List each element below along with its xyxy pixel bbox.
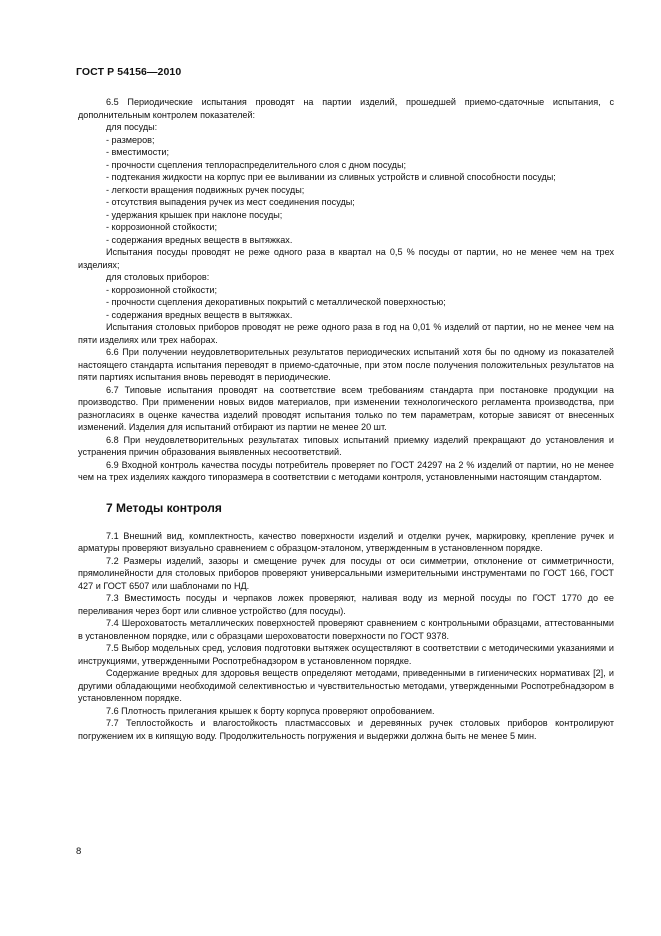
paragraph: для столовых приборов:: [106, 272, 210, 282]
paragraph: 7.6 Плотность прилегания крышек к борту корпуса проверяют опробованием.: [106, 705, 435, 716]
paragraph: 7.4 Шероховатость металлических поверхностей проверяют сравнением с контрольными образцами, аттестованными в установленном порядке, или с образцами шероховатости поверхности по ГОСТ 9378.: [78, 618, 614, 641]
paragraph: - отсутствия выпадения ручек из мест соединения посуды;: [106, 197, 355, 207]
paragraph: 6.5 Периодические испытания проводят на партии изделий, прошедшей приемо-сдаточные испытания, с дополнительным контролем показателей:: [78, 97, 614, 120]
standard-header: ГОСТ Р 54156—2010: [76, 66, 182, 78]
paragraph: - удержания крышек при наклоне посуды;: [106, 209, 283, 220]
paragraph: 6.9 Входной контроль качества посуды потребитель проверяет по ГОСТ 24297 на 2 % изделий от партии, но не менее чем на трех изделиях каждого типоразмера в соответствии с методами контроля, установленными настоящим стандартом.: [78, 459, 614, 482]
paragraph: - прочности сцепления теплораспределительного слоя с дном посуды;: [106, 159, 407, 170]
paragraph: 7.1 Внешний вид, комплектность, качество поверхности изделий и отделки ручек, маркировку, крепление ручек и арматуры проверяют визуально сравнением с образцом-эталоном, утвержденным в установленном порядке.: [78, 530, 614, 553]
paragraph: - содержания вредных веществ в вытяжках.: [106, 309, 293, 320]
paragraph: Содержание вредных для здоровья веществ определяют методами, приведенными в гигиенических нормативах [2], и другими обладающими необходимой селективностью и чувствительностью методами, утвержденными Роспотребнадзором в установленном порядке.: [78, 668, 614, 703]
paragraph: - подтекания жидкости на корпус при ее выливании из сливных устройств и сливной способности посуды;: [106, 172, 556, 182]
document-body: [78, 96, 614, 742]
paragraph: 7.3 Вместимость посуды и черпаков ложек проверяют, наливая воду из мерной посуды по ГОСТ 1770 до ее переливания через борт или сливное устройство (для посуды).: [78, 593, 614, 616]
paragraph: - вместимости;: [106, 147, 170, 157]
paragraph: 6.7 Типовые испытания проводят на соответствие всем требованиям стандарта при постановке продукции на производство. При применении новых видов материалов, при изменении технологического регламента производства, при разногласиях в оценке качества изделий проводят испытания только по тем параметрам, которые зависят от внесенных изменений. Изделия для испытаний отбирают из партии не менее 20 шт.: [78, 384, 614, 432]
section-6-paragraphs: [78, 96, 614, 484]
paragraph: 6.6 При получении неудовлетворительных результатов периодических испытаний хотя бы по одному из показателей настоящего стандарта испытания переводят в приемо-сдаточные, при этом после получения положительных результатов на пяти партиях испытания вновь переводят в периодические.: [78, 347, 614, 382]
paragraph: - содержания вредных веществ в вытяжках.: [106, 234, 293, 245]
paragraph: 6.8 При неудовлетворительных результатах типовых испытаний приемку изделий прекращают до установления и устранения причин образования выявленных несоответствий.: [78, 434, 614, 457]
paragraph: - легкости вращения подвижных ручек посуды;: [106, 184, 305, 195]
paragraph: Испытания столовых приборов проводят не реже одного раза в год на 0,01 % изделий от партии, но не менее чем на пяти изделиях или трех наборах.: [78, 322, 614, 345]
page-number: 8: [76, 846, 82, 857]
section-7-paragraphs: [78, 530, 614, 743]
paragraph: - прочности сцепления декоративных покрытий с металлической поверхностью;: [106, 297, 446, 307]
section-heading: 7 Методы контроля: [106, 500, 222, 515]
paragraph: 7.2 Размеры изделий, зазоры и смещение ручек для посуды от оси симметрии, отклонение от симметричности, прямолинейности для столовых приборов проверяют универсальными измерительными инструментами по ГОСТ 166, ГОСТ 427 и ГОСТ 6507 или шаблонами по НД.: [78, 555, 614, 591]
paragraph: 7.7 Теплостойкость и влагостойкость пластмассовых и деревянных ручек столовых приборов контролируют погружением их в кипящую воду. Продолжительность погружения и выдержки должна быть не менее 5 мин.: [78, 718, 614, 741]
paragraph: - размеров;: [106, 134, 155, 145]
paragraph: - коррозионной стойкости;: [106, 222, 217, 232]
paragraph: Испытания посуды проводят не реже одного раза в квартал на 0,5 % посуды от партии, но не менее чем на трех изделиях;: [78, 247, 614, 270]
paragraph: для посуды:: [106, 122, 158, 132]
paragraph: 7.5 Выбор модельных сред, условия подготовки вытяжек осуществляют в соответствии с методическими указаниями и инструкциями, утвержденными Роспотребнадзором в установленном порядке.: [78, 643, 614, 666]
paragraph: - коррозионной стойкости;: [106, 284, 217, 295]
